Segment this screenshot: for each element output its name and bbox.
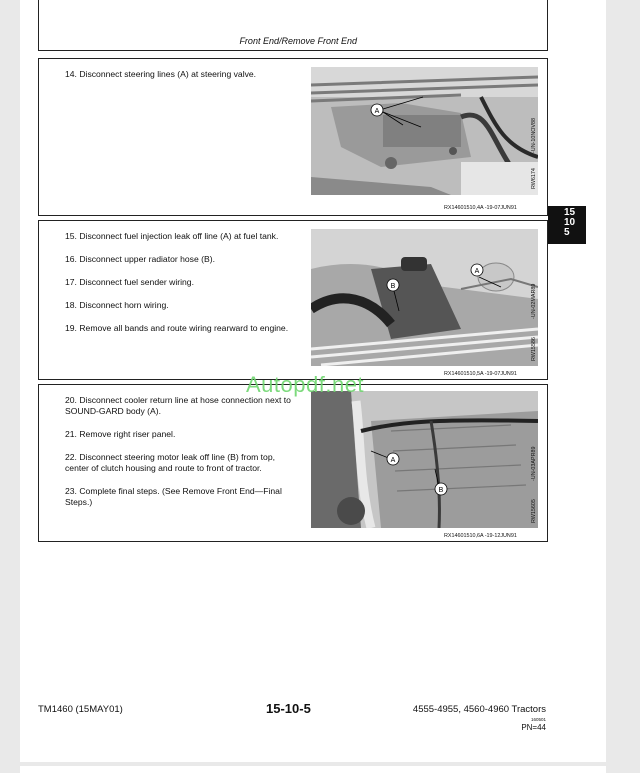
step-23: 23. Complete final steps. (See Remove Front End—Final Steps.) (65, 486, 282, 507)
photo-id: RW15605 (531, 499, 537, 523)
watermark: Autopdf.net (246, 372, 365, 397)
callout-a: A (374, 108, 380, 115)
page-header (38, 0, 548, 51)
step-list (65, 231, 300, 346)
step-20: 20. Disconnect cooler return line at hose connection next to SOUND-GARD body (A). (65, 395, 291, 416)
photo-code: -UN-10NOV88 (531, 117, 537, 153)
step-17: 17. Disconnect fuel sender wiring. (65, 277, 194, 287)
photo-id: RW6174 (531, 168, 537, 189)
next-page-edge (20, 766, 606, 773)
manual-number: TM1460 (15MAY01) (38, 704, 123, 715)
step-21: 21. Remove right riser panel. (65, 429, 176, 439)
step-panel-3 (38, 384, 548, 542)
tab-section: 10 (564, 217, 576, 228)
revision-code: 160501 (530, 717, 546, 722)
page-number: 15-10-5 (266, 701, 311, 716)
step-14: 14. Disconnect steering lines (A) at steering valve. (65, 69, 257, 79)
step-panel-2 (38, 220, 548, 380)
step-18: 18. Disconnect horn wiring. (65, 300, 169, 310)
reference-code: RX14601510,5A -19-07JUN91 (444, 371, 517, 377)
photo-code: -UN-03APR89 (531, 446, 537, 481)
pn-number: PN=44 (521, 723, 546, 732)
callout-b: B (438, 487, 444, 494)
callout-a: A (474, 268, 480, 275)
section-tab (548, 206, 586, 244)
reference-code: RX14601510,6A -19-12JUN91 (444, 533, 517, 539)
fuel-tank-photo (311, 229, 538, 366)
photo-code: -UN-02MAR89 (531, 283, 537, 319)
step-22: 22. Disconnect steering motor leak off line (B) from top, center of clutch housing and route to front of tractor. (65, 452, 276, 473)
step-panel-1 (38, 58, 548, 216)
callout-a: A (390, 457, 396, 464)
step-16: 16. Disconnect upper radiator hose (B). (65, 254, 215, 264)
tab-page: 5 (564, 227, 570, 238)
callout-b: B (390, 283, 396, 290)
reference-code: RX14601510,4A -19-07JUN91 (444, 205, 517, 211)
step-list (65, 69, 300, 92)
tab-group: 15 (564, 207, 576, 218)
photo-id: RW15586 (531, 337, 537, 361)
steering-valve-photo (311, 67, 538, 195)
cooler-line-photo (311, 391, 538, 528)
step-19: 19. Remove all bands and route wiring rearward to engine. (65, 323, 289, 333)
step-list (65, 395, 300, 520)
tractor-models: 4555-4955, 4560-4960 Tractors (412, 704, 546, 715)
section-title: Front End/Remove Front End (239, 36, 357, 46)
step-15: 15. Disconnect fuel injection leak off line (A) at fuel tank. (65, 231, 279, 241)
